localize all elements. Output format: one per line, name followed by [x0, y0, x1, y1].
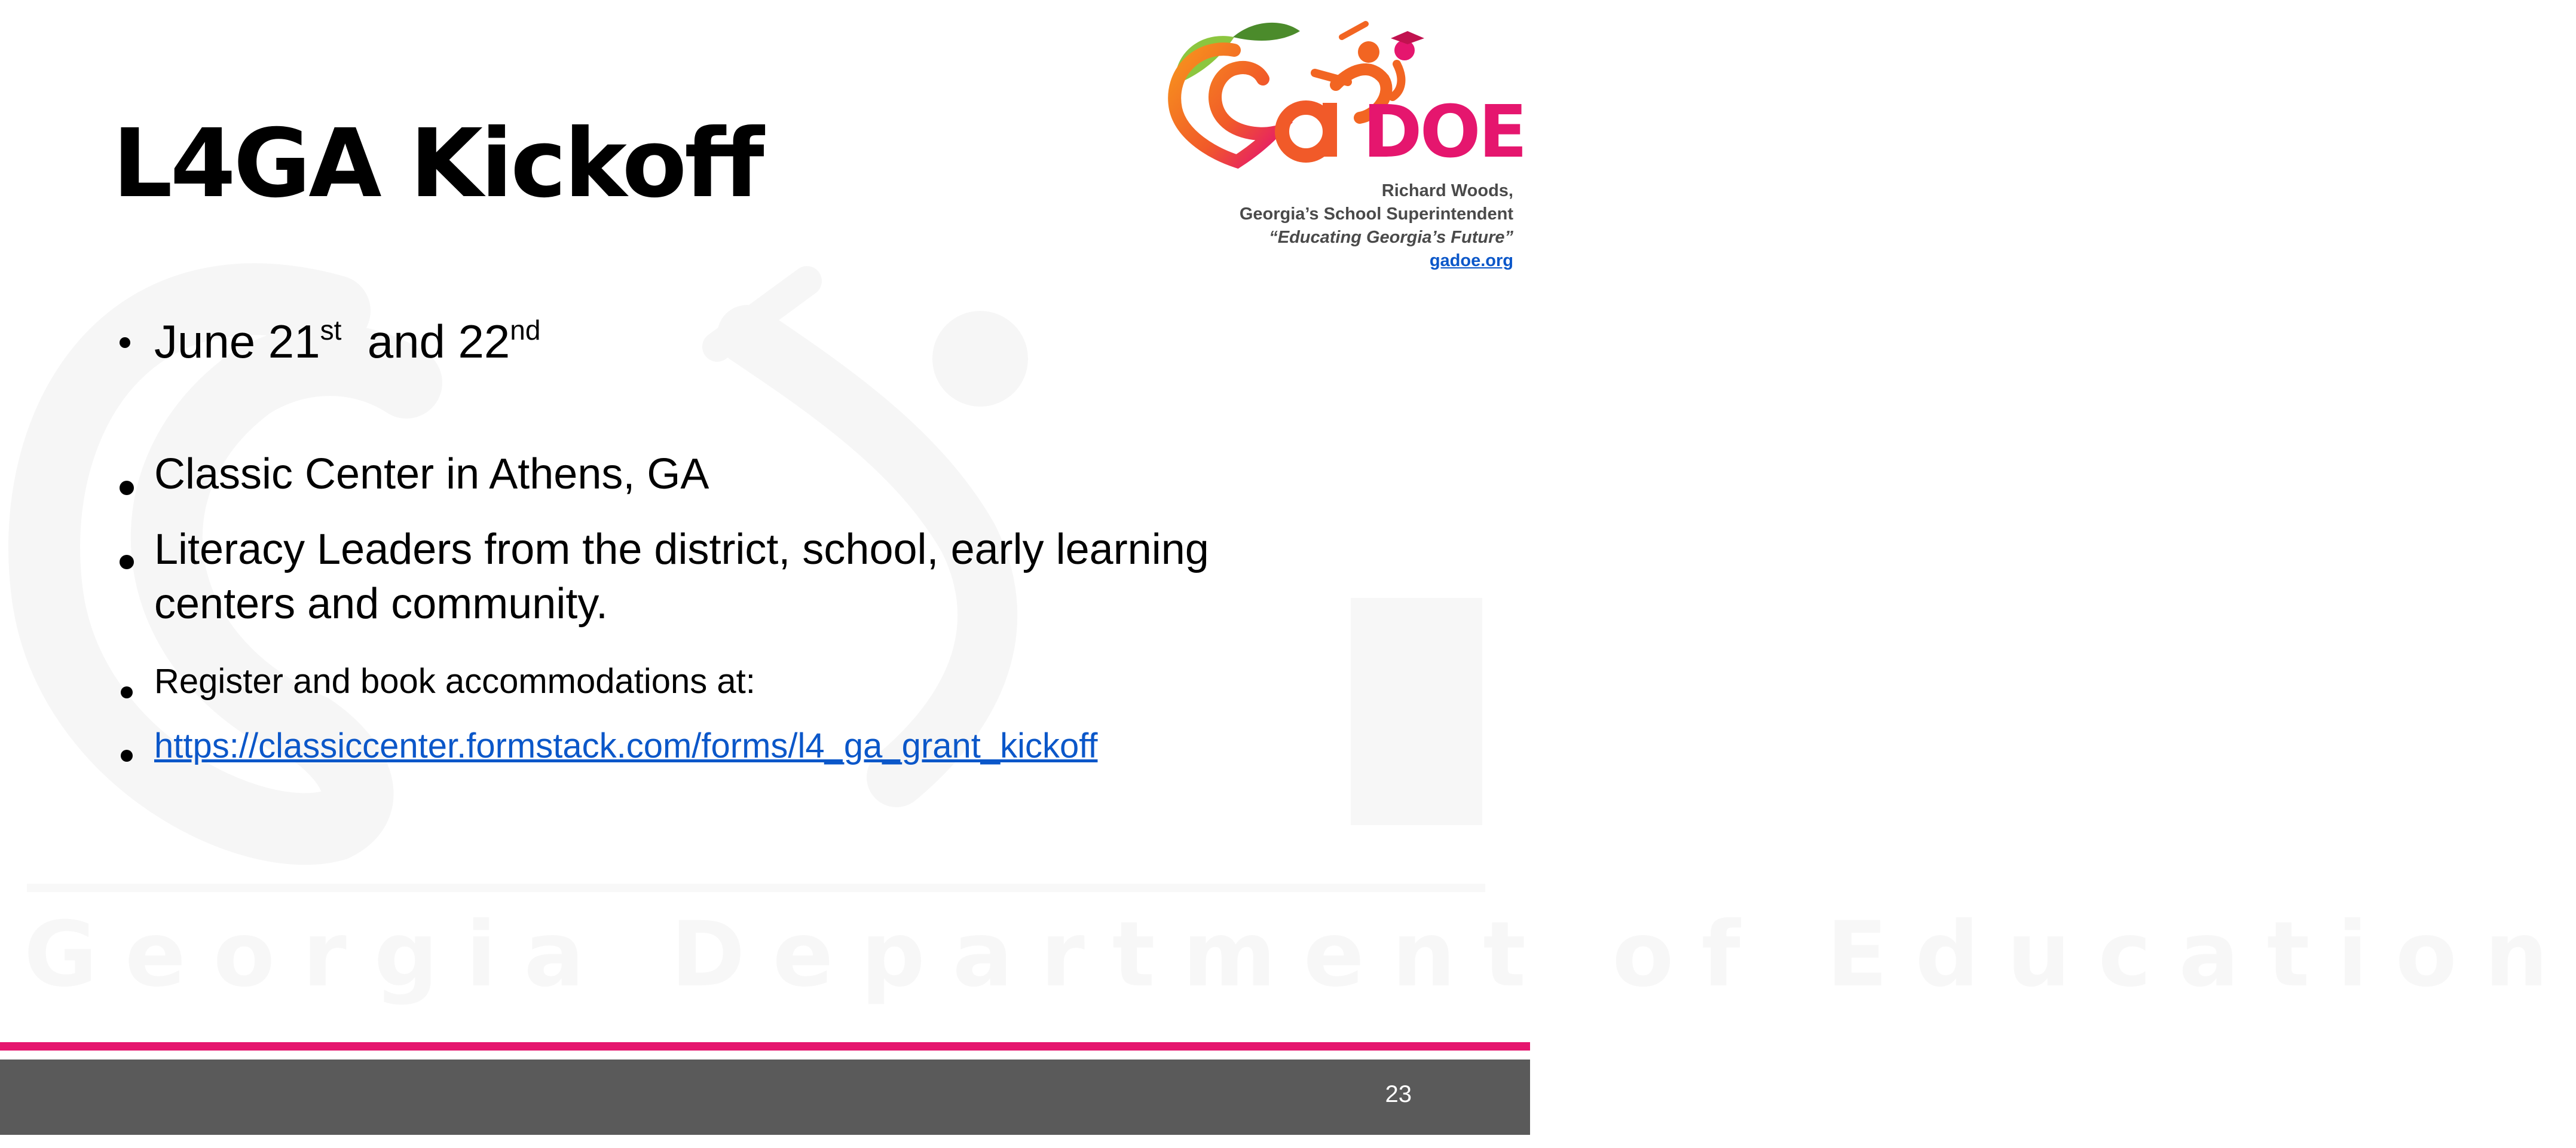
slide-title: L4GA Kickoff	[112, 109, 762, 219]
watermark-rule	[27, 884, 1485, 892]
superintendent-name: Richard Woods,	[1381, 181, 1513, 200]
watermark-text: Georgia Department of Education	[24, 903, 2576, 1007]
gadoe-logo	[1162, 13, 1525, 174]
bullet-dot	[120, 481, 134, 495]
bullet-dot	[120, 337, 130, 348]
gadoe-website-link[interactable]: gadoe.org	[1429, 251, 1513, 270]
bullet-dot	[121, 686, 133, 698]
logo-caption	[1240, 179, 1513, 273]
leaders-text-line2: centers and community.	[154, 580, 608, 628]
slide-number: 23	[1385, 1081, 1412, 1107]
bullet-dot	[121, 750, 133, 762]
leaders-text-line1: Literacy Leaders from the district, school, early learning	[154, 526, 1209, 573]
gadoe-logo-graphic	[1162, 13, 1525, 174]
footer-accent-line	[0, 1042, 1530, 1051]
svg-text:DOE: DOE	[1363, 91, 1525, 174]
registration-link[interactable]: https://classiccenter.formstack.com/forms/l4_ga_grant_kickoff	[154, 726, 1098, 765]
register-text: Register and book accommodations at:	[154, 662, 755, 701]
footer-bar	[0, 1060, 1530, 1135]
bullet-dot	[120, 555, 134, 569]
superintendent-role: Georgia’s School Superintendent	[1239, 204, 1513, 224]
motto: “Educating Georgia’s Future”	[1269, 228, 1513, 247]
date-text: June 21st and 22nd	[154, 315, 541, 368]
venue-text: Classic Center in Athens, GA	[154, 450, 709, 498]
